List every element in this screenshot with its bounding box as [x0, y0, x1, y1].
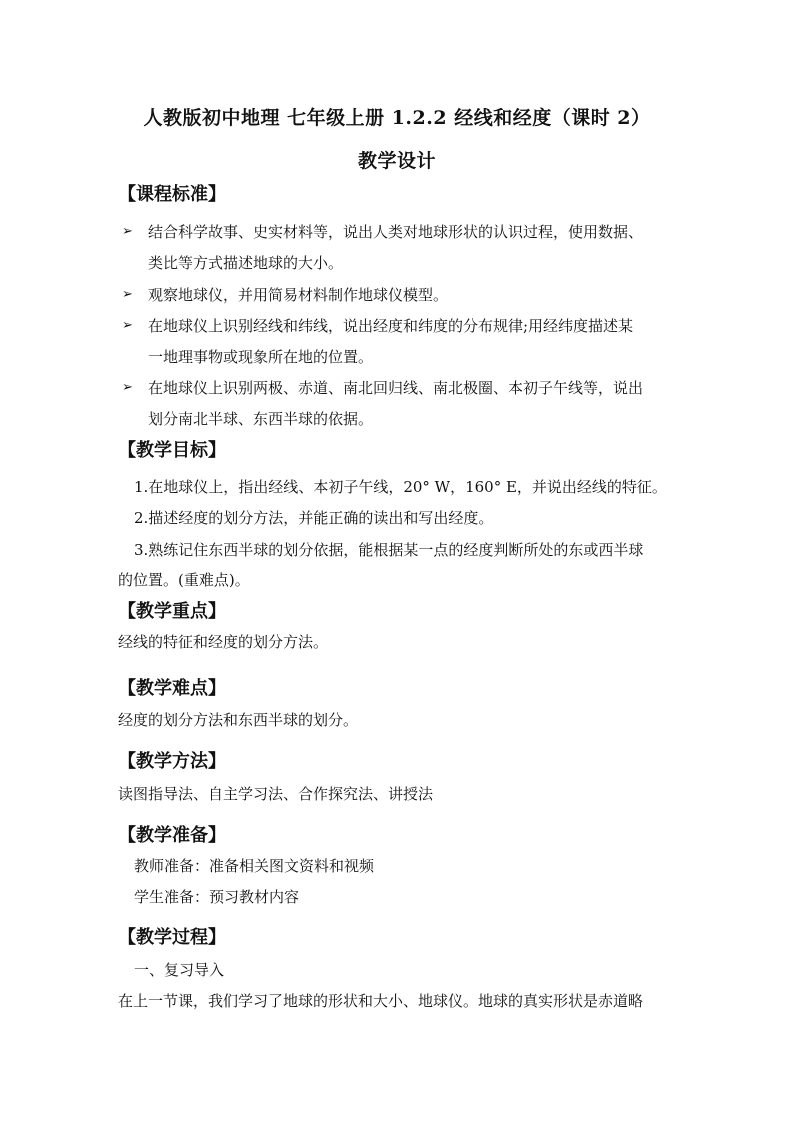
- standard-item-4-line-1: 在地球仪上识别两极、赤道、南北回归线、南北极圈、本初子午线等，说出: [148, 379, 644, 397]
- teacher-preparation: 教师准备：准备相关图文资料和视频: [134, 857, 375, 875]
- standard-item-3-line-1: 在地球仪上识别经线和纬线，说出经度和纬度的分布规律;用经纬度描述某: [148, 317, 634, 335]
- bullet-icon: ➢: [122, 287, 133, 302]
- goal-item-3: 3.熟练记住东西半球的划分依据，能根据某一点的经度判断所处的东或西半球: [134, 541, 644, 559]
- goal-item-1: 1.在地球仪上，指出经线、本初子午线，20° W，160° E，并说出经线的特征。: [134, 478, 667, 496]
- heading-teaching-goals: 【教学目标】: [118, 440, 226, 461]
- student-preparation: 学生准备：预习教材内容: [134, 888, 300, 906]
- standard-item-4-line-2: 划分南北半球、东西半球的依据。: [148, 410, 374, 428]
- document-title: 人教版初中地理 七年级上册 1.2.2 经线和经度（课时 2）: [143, 107, 651, 129]
- bullet-icon: ➢: [122, 224, 133, 239]
- heading-preparation: 【教学准备】: [118, 825, 226, 846]
- standard-item-2-line-1: 观察地球仪，并用简易材料制作地球仪模型。: [148, 286, 449, 304]
- bullet-icon: ➢: [122, 318, 133, 333]
- goal-item-2: 2.描述经度的划分方法，并能正确的读出和写出经度。: [134, 509, 494, 527]
- key-points-text: 经线的特征和经度的划分方法。: [118, 633, 329, 651]
- standard-item-1-line-1: 结合科学故事、史实材料等，说出人类对地球形状的认识过程，使用数据、: [148, 223, 644, 241]
- bullet-icon: ➢: [122, 380, 133, 395]
- standard-item-1-line-2: 类比等方式描述地球的大小。: [148, 254, 344, 272]
- heading-methods: 【教学方法】: [118, 751, 226, 772]
- process-text: 在上一节课，我们学习了地球的形状和大小、地球仪。地球的真实形状是赤道略: [118, 992, 644, 1010]
- document-subtitle: 教学设计: [357, 150, 436, 172]
- goal-item-3-continued: 的位置。(重难点)。: [118, 571, 250, 589]
- methods-text: 读图指导法、自主学习法、合作探究法、讲授法: [118, 785, 434, 803]
- heading-key-points: 【教学重点】: [118, 601, 226, 622]
- heading-curriculum-standard: 【课程标准】: [118, 184, 226, 205]
- heading-difficulties: 【教学难点】: [118, 678, 226, 699]
- process-subheading: 一、复习导入: [134, 961, 225, 979]
- difficulties-text: 经度的划分方法和东西半球的划分。: [118, 711, 359, 729]
- heading-process: 【教学过程】: [118, 927, 226, 948]
- standard-item-3-line-2: 一地理事物或现象所在地的位置。: [148, 348, 374, 366]
